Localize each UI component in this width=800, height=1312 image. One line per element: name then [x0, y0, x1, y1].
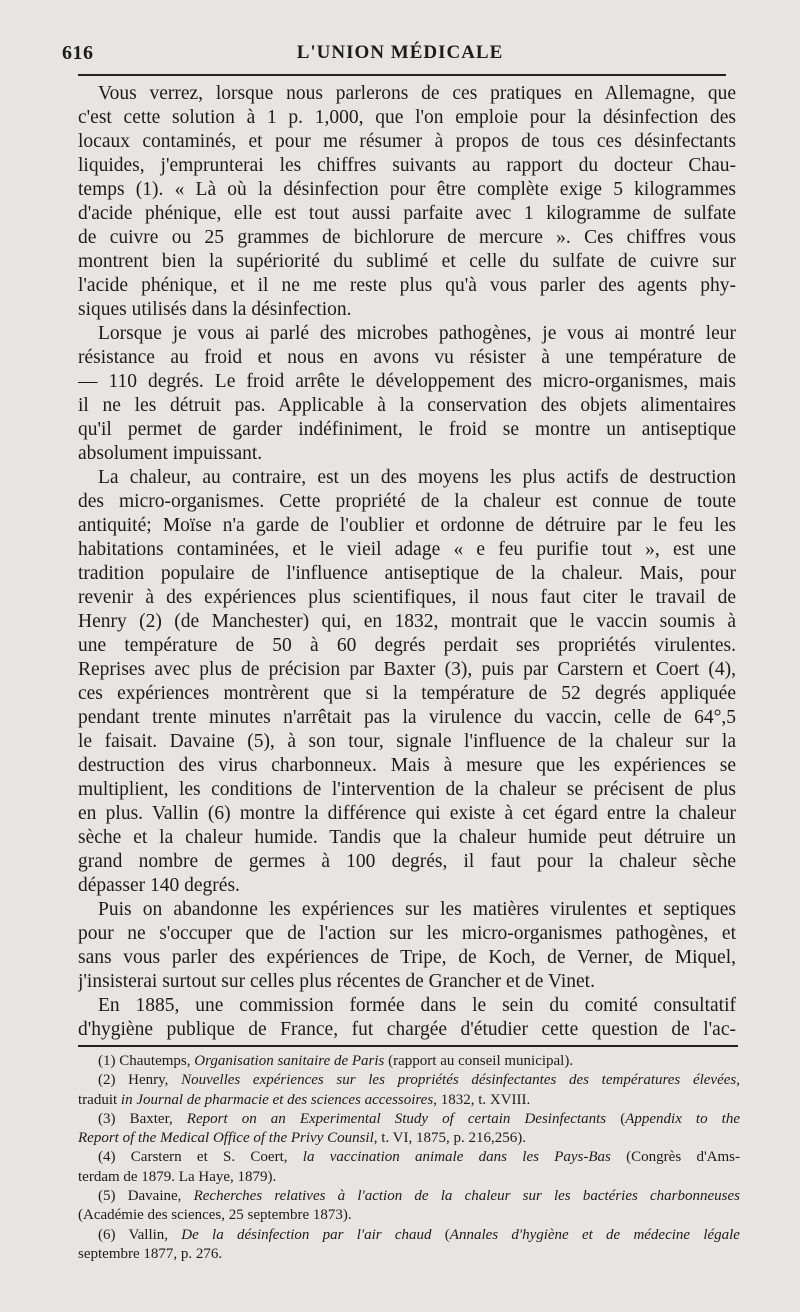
- footnote-text: (rapport au conseil municipal).: [384, 1053, 574, 1069]
- body-line: temps (1). « Là où la désinfection pour être complète exige 5 kilogrammes: [78, 179, 736, 200]
- body-line: revenir à des expériences plus scientifiques, il nous faut citer le travail de: [78, 587, 736, 608]
- footnote-title: Appendix to the: [625, 1110, 740, 1127]
- header-rule: [78, 74, 726, 76]
- footnote-line: [78, 1091, 740, 1110]
- body-line: ces expériences montrèrent que si la température de 52 degrés appliquée: [78, 683, 736, 704]
- body-line: qu'il permet de garder indéfiniment, le froid se montre un antiseptique: [78, 419, 736, 440]
- footnote-line: [78, 1148, 740, 1167]
- body-line: Vous verrez, lorsque nous parlerons de ces pratiques en Allemagne, que: [98, 83, 736, 104]
- footnote-text: , 1832, t. XVIII.: [433, 1091, 531, 1108]
- body-text: [78, 82, 736, 1042]
- footnote-text: traduit: [78, 1091, 121, 1108]
- footnote-line: [78, 1052, 740, 1071]
- body-line: antiquité; Moïse n'a garde de l'oublier et ordonne de détruire par le feu les: [78, 515, 736, 536]
- footnote-title: Annales d'hygiène et de médecine légale: [449, 1226, 740, 1243]
- body-line: liquides, j'emprunterai les chiffres suivants au rapport du docteur Chau-: [78, 155, 736, 176]
- footnote-text: Baxter,: [129, 1110, 187, 1127]
- body-line: c'est cette solution à 1 p. 1,000, que l'on emploie pour la désinfection des: [78, 107, 736, 128]
- footnote-title: la vaccination animale dans les Pays-Bas: [302, 1149, 611, 1166]
- footnote-text: terdam de 1879. La Haye, 1879).: [78, 1168, 277, 1185]
- footnote-text: Vallin,: [128, 1226, 182, 1243]
- body-line: destruction des virus charbonneux. Mais à mesure que les expériences se: [78, 755, 736, 776]
- body-line: pour ne s'occuper que de l'action sur les micro-organismes pathogènes, et: [78, 923, 736, 944]
- footnote-text: (Académie des sciences, 25 septembre 1873).: [78, 1207, 352, 1224]
- body-line: résistance au froid et nous en avons vu résister à une température de: [78, 347, 736, 368]
- footnote-text: Chautemps,: [119, 1053, 195, 1069]
- body-line: dépasser 140 degrés.: [78, 875, 240, 896]
- body-line: absolument impuissant.: [78, 443, 263, 464]
- footnote-line: [78, 1206, 740, 1225]
- footnote-number: (6): [98, 1226, 129, 1243]
- footnote-line: [78, 1226, 740, 1245]
- body-line: Puis on abandonne les expériences sur les matières virulentes et septiques: [98, 899, 736, 920]
- body-line: siques utilisés dans la désinfection.: [78, 299, 352, 320]
- body-line: sèche et la chaleur humide. Tandis que la chaleur humide peut détruire un: [78, 827, 736, 848]
- footnote-number: (4): [98, 1149, 131, 1166]
- footnote-text: Davaine,: [127, 1188, 194, 1205]
- footnote-text: (: [431, 1226, 450, 1243]
- footnote-text: Carstern et S. Coert,: [130, 1149, 303, 1166]
- footnote-line: [78, 1187, 740, 1206]
- footnote-title: Organisation sanitaire de Paris: [194, 1053, 385, 1069]
- body-line: il ne les détruit pas. Applicable à la conservation des objets alimentaires: [78, 395, 736, 416]
- footnote-line: [78, 1168, 740, 1187]
- footnote-title: Recherches relatives à l'action de la chaleur sur les bactéries charbonneuses: [193, 1188, 740, 1205]
- footnote-title: Report of the Medical Office of the Privy Counsil: [78, 1130, 374, 1147]
- body-line: Henry (2) (de Manchester) qui, en 1832, montrait que le vaccin soumis à: [78, 611, 736, 632]
- footnote-text: Henry,: [128, 1072, 182, 1089]
- body-line: — 110 degrés. Le froid arrête le développement des micro-organismes, mais: [78, 371, 736, 392]
- body-line: des micro-organismes. Cette propriété de la chaleur est connue de toute: [78, 491, 736, 512]
- footnote-line: [78, 1071, 740, 1090]
- footnote-title: in Journal de pharmacie et des sciences accessoires: [120, 1091, 434, 1108]
- body-line: habitations contaminées, et le vieil adage « e feu purifie tout », est une: [78, 539, 736, 560]
- footnote-number: (5): [98, 1188, 128, 1205]
- body-line: En 1885, une commission formée dans le sein du comité consultatif: [98, 995, 736, 1016]
- body-line: La chaleur, au contraire, est un des moyens les plus actifs de destruction: [98, 467, 736, 488]
- body-line: j'insisterai surtout sur celles plus récentes de Grancher et de Vinet.: [78, 971, 595, 992]
- body-line: d'hygiène publique de France, fut chargée d'étudier cette question de l'ac-: [78, 1019, 736, 1040]
- footnote-number: (2): [98, 1072, 129, 1089]
- footnote-text: septembre 1877, p. 276.: [78, 1245, 223, 1262]
- body-line: Reprises avec plus de précision par Baxter (3), puis par Carstern et Coert (4),: [78, 659, 736, 680]
- footnote-title: Report on an Experimental Study of certain Desinfectants: [186, 1110, 607, 1127]
- footnote-text: (Congrès d'Ams-: [610, 1149, 740, 1166]
- footnote-number: (3): [98, 1110, 130, 1127]
- body-line: montrent bien la supériorité du sublimé et celle du sulfate de cuivre sur: [78, 251, 736, 272]
- footnote-number: (1): [98, 1053, 120, 1069]
- footnote-text: (: [606, 1110, 626, 1127]
- body-line: sans vous parler des expériences de Tripe, de Koch, de Verner, de Miquel,: [78, 947, 736, 968]
- footnote-rule: [78, 1045, 738, 1047]
- body-line: grand nombre de germes à 100 degrés, il faut pour la chaleur sèche: [78, 851, 736, 872]
- body-line: une température de 50 à 60 degrés perdait ses propriétés virulentes.: [78, 635, 736, 656]
- body-line: de cuivre ou 25 grammes de bichlorure de mercure ». Ces chiffres vous: [78, 227, 736, 248]
- body-line: le faisait. Davaine (5), à son tour, signale l'influence de la chaleur sur la: [78, 731, 736, 752]
- footnote-title: Nouvelles expériences sur les propriétés désinfectantes des températures élevées,: [181, 1072, 740, 1089]
- footnote-line: [78, 1110, 740, 1129]
- body-line: pendant trente minutes n'arrêtait pas la virulence du vaccin, celle de 64°,5: [78, 707, 736, 728]
- body-line: l'acide phénique, et il ne me reste plus qu'à vous parler des agents phy-: [78, 275, 736, 296]
- running-title: L'UNION MÉDICALE: [296, 42, 504, 63]
- footnote-line: [78, 1245, 740, 1264]
- footnotes: [78, 1052, 740, 1264]
- body-line: Lorsque je vous ai parlé des microbes pathogènes, je vous ai montré leur: [98, 323, 736, 344]
- footnote-line: [78, 1129, 740, 1148]
- body-line: multiplient, les conditions de l'intervention de la chaleur se précisent de plus: [78, 779, 736, 800]
- body-line: en plus. Vallin (6) montre la différence qui existe à cet égard entre la chaleur: [78, 803, 736, 824]
- footnote-text: , t. VI, 1875, p. 216,256).: [373, 1130, 527, 1147]
- body-line: tradition populaire de l'influence antiseptique de la chaleur. Mais, pour: [78, 563, 736, 584]
- footnote-title: De la désinfection par l'air chaud: [181, 1226, 432, 1243]
- body-line: locaux contaminés, et pour me résumer à propos de tous ces désinfectants: [78, 131, 736, 152]
- page-number: 616: [62, 42, 94, 64]
- body-line: d'acide phénique, elle est tout aussi parfaite avec 1 kilogramme de sulfate: [78, 203, 736, 224]
